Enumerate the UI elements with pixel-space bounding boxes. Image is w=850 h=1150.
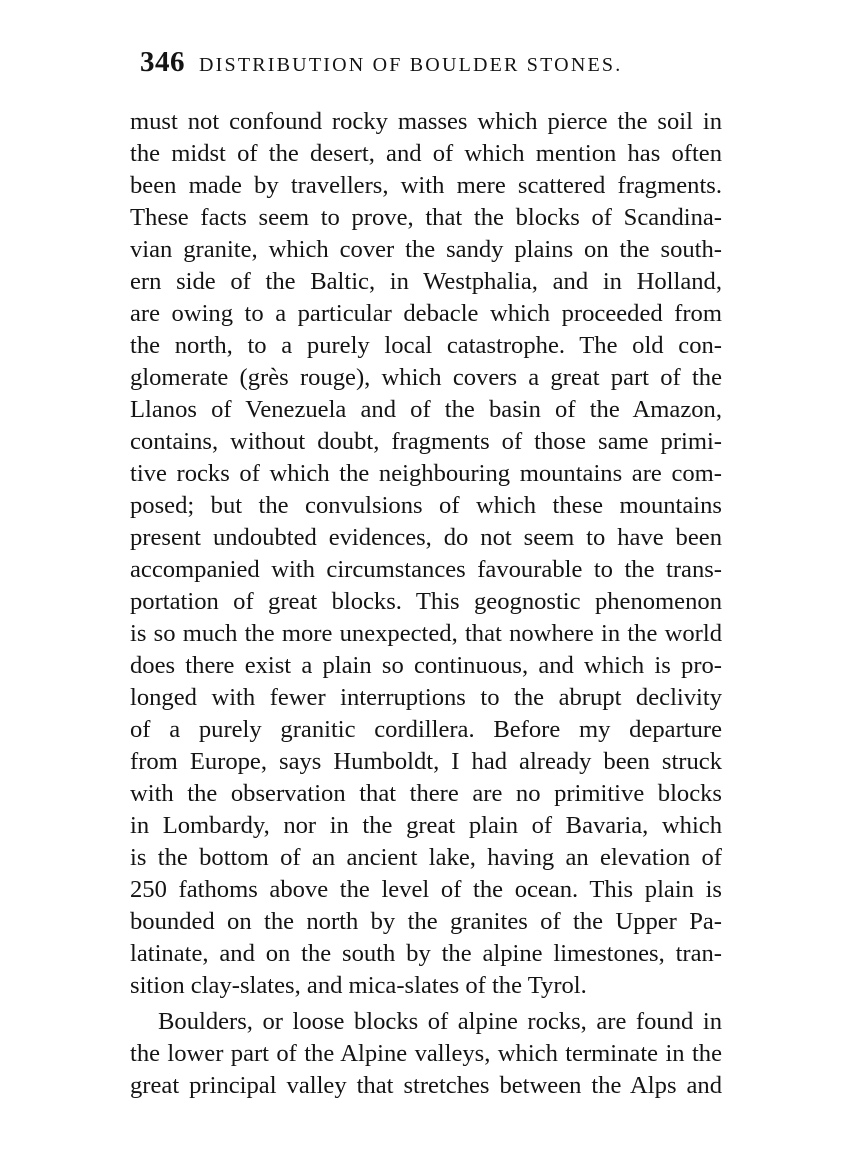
text-line: These facts seem to prove, that the blocks of Scandina-	[130, 204, 722, 231]
text-line: accompanied with circumstances favourable to the trans-	[130, 556, 722, 583]
paragraph-last-line: sition clay-slates, and mica-slates of the Tyrol.	[130, 972, 587, 999]
text-line: present undoubted evidences, do not seem to have been	[130, 524, 722, 551]
running-header	[140, 46, 700, 86]
text-line: does there exist a plain so continuous, and which is pro-	[130, 652, 722, 679]
text-line: Llanos of Venezuela and of the basin of the Amazon,	[130, 396, 722, 423]
text-line: the north, to a purely local catastrophe. The old con-	[130, 332, 722, 359]
text-line: contains, without doubt, fragments of those same primi-	[130, 428, 722, 455]
text-line: been made by travellers, with mere scattered fragments.	[130, 172, 722, 199]
text-line: longed with fewer interruptions to the abrupt declivity	[130, 684, 722, 711]
text-line: from Europe, says Humboldt, I had already been struck	[130, 748, 722, 775]
text-line: must not confound rocky masses which pierce the soil in	[130, 108, 722, 135]
text-line: ern side of the Baltic, in Westphalia, and in Holland,	[130, 268, 722, 295]
paragraph-first-line: Boulders, or loose blocks of alpine rocks, are found in	[158, 1008, 722, 1035]
text-line: in Lombardy, nor in the great plain of Bavaria, which	[130, 812, 722, 839]
text-line: latinate, and on the south by the alpine limestones, tran-	[130, 940, 722, 967]
text-line: are owing to a particular debacle which proceeded from	[130, 300, 722, 327]
text-line: with the observation that there are no primitive blocks	[130, 780, 722, 807]
text-line: portation of great blocks. This geognostic phenomenon	[130, 588, 722, 615]
text-line: great principal valley that stretches between the Alps and	[130, 1072, 722, 1099]
text-line: of a purely granitic cordillera. Before my departure	[130, 716, 722, 743]
text-line: 250 fathoms above the level of the ocean. This plain is	[130, 876, 722, 903]
text-line: bounded on the north by the granites of the Upper Pa-	[130, 908, 722, 935]
running-title: DISTRIBUTION OF BOULDER STONES.	[199, 54, 623, 76]
text-line: the lower part of the Alpine valleys, which terminate in the	[130, 1040, 722, 1067]
text-line: the midst of the desert, and of which mention has often	[130, 140, 722, 167]
text-line: vian granite, which cover the sandy plains on the south-	[130, 236, 722, 263]
text-line: tive rocks of which the neighbouring mountains are com-	[130, 460, 722, 487]
text-line: is the bottom of an ancient lake, having an elevation of	[130, 844, 722, 871]
page-number: 346	[140, 46, 185, 78]
text-line: is so much the more unexpected, that nowhere in the world	[130, 620, 722, 647]
text-line: posed; but the convulsions of which these mountains	[130, 492, 722, 519]
text-line: glomerate (grès rouge), which covers a great part of the	[130, 364, 722, 391]
